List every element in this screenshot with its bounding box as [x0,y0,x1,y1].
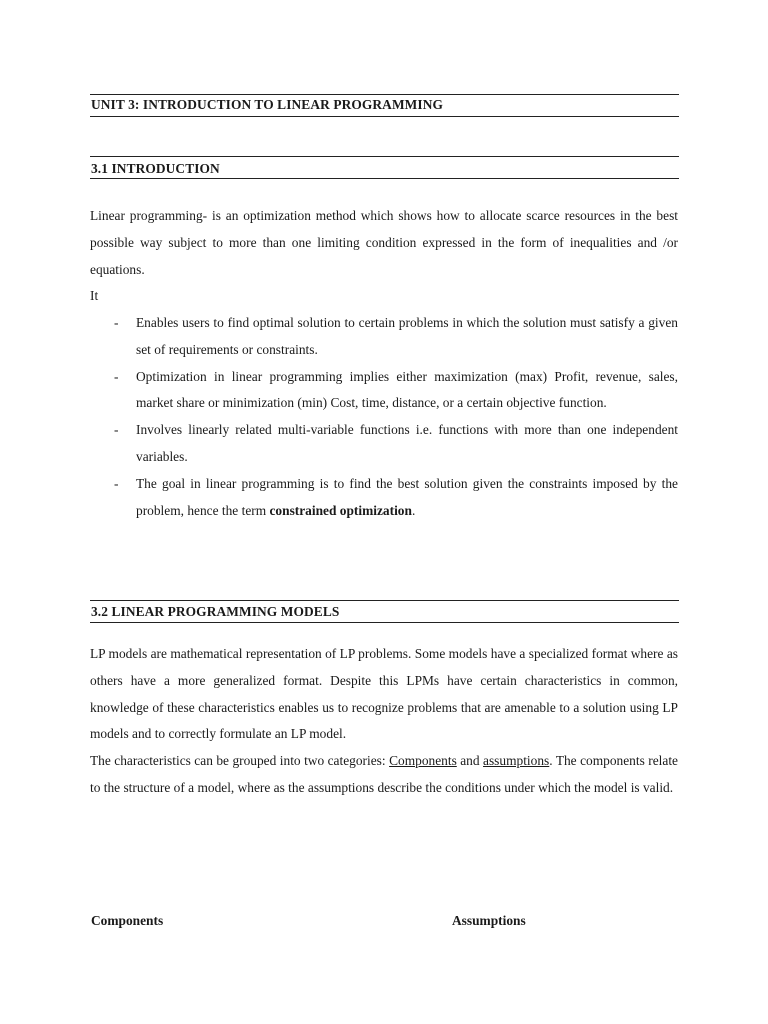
section2-bottom-rule [90,622,679,623]
it-label: It [90,288,99,303]
list-item-text [136,471,678,525]
title-top-rule [90,94,679,95]
section1-top-rule [90,156,679,157]
intro-paragraph: Linear programming- is an optimization method which shows how to allocate scarce resources in the best possible way subject to more than one limiting condition expressed in the form of inequalities and /or equations. [90,208,678,277]
section2-heading: 3.2 LINEAR PROGRAMMING MODELS [91,604,340,619]
list-item [90,364,678,418]
list-item-text: Optimization in linear programming implies either maximization (max) Profit, revenue, sales, market share or minimization (min) Cost, time, distance, or a certain objective function. [136,368,678,411]
list-item-text: Enables users to find optimal solution to certain problems in which the solution must satisfy a given set of requirements or constraints. [136,315,678,357]
assumptions-column-heading: Assumptions [452,913,526,928]
and-text: and [456,753,484,768]
constrained-optimization-term: constrained optimization [269,502,412,518]
characteristics-text-end: . The components relate to the structure of a model, where as the assumptions describe the conditions under which the model is valid. [90,753,678,795]
components-column-heading: Components [91,913,164,928]
section2-top-rule [90,600,679,601]
assumptions-link: assumptions [483,753,550,768]
list-item-text: Involves linearly related multi-variable functions i.e. functions with more than one independent variables. [136,422,678,464]
dash-marker: - [114,422,119,438]
lp-models-paragraph: LP models are mathematical representation of LP problems. Some models have a specialized format where as others have a more generalized format. Despite this LPMs have certain characteristics in common, knowledge of these characteristics enables us to recognize problems that are amenable to a solution using LP models and to correctly formulate an LP model. [90,646,678,742]
dash-marker: - [114,315,119,330]
feature-list [90,310,678,524]
list-item [90,417,678,471]
title-bottom-rule [90,116,679,117]
list-item [90,310,678,364]
characteristics-paragraph [90,748,678,802]
characteristics-text-start: The characteristics can be grouped into two categories: [90,753,390,768]
goal-period: . [411,502,416,518]
list-item [90,471,678,525]
goal-text: The goal in linear programming is to find the best solution given the constraints imposed by the problem, hence the term [136,475,678,518]
section1-bottom-rule [90,178,679,179]
dash-marker: - [114,475,119,491]
components-link: Components [389,753,457,768]
dash-marker: - [114,368,119,384]
unit-title: UNIT 3: INTRODUCTION TO LINEAR PROGRAMMING [91,97,444,112]
section1-heading: 3.1 INTRODUCTION [91,161,220,176]
